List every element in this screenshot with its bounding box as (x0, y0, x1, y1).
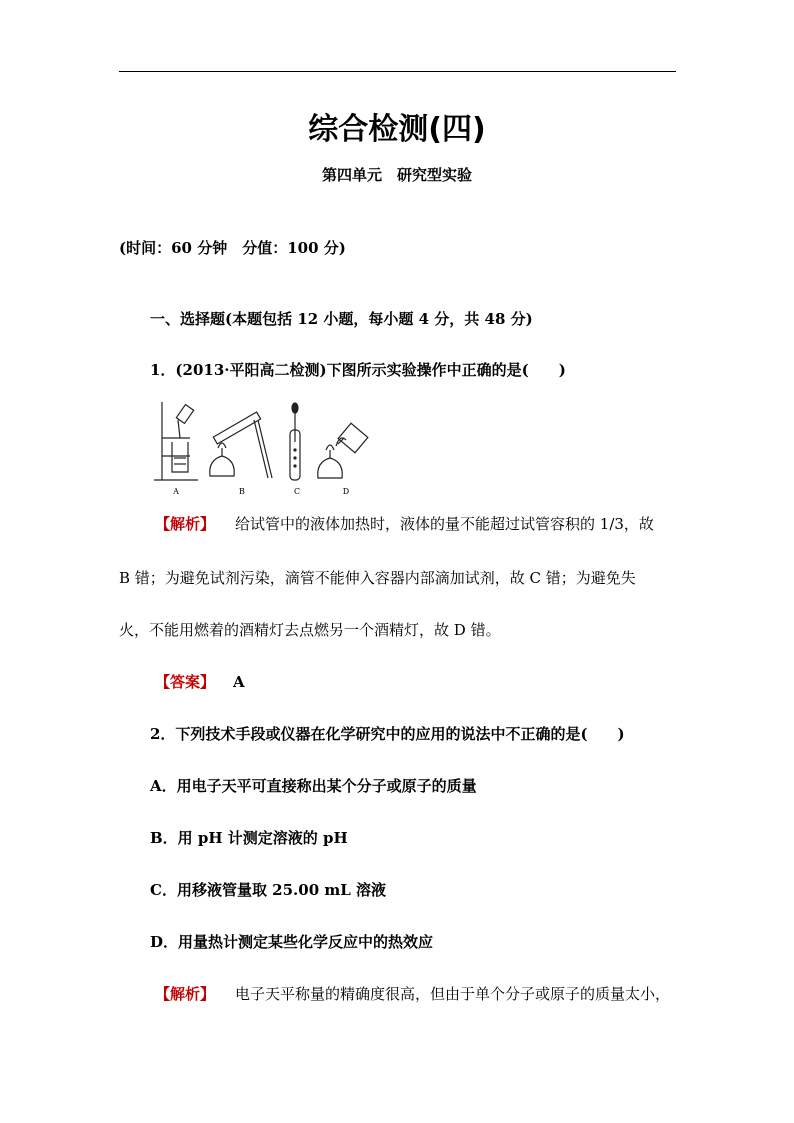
question-2-stem: 2．下列技术手段或仪器在化学研究中的应用的说法中不正确的是( ) (150, 725, 625, 743)
question-2-option-b: B．用 pH 计测定溶液的 pH (150, 829, 348, 847)
figure-label-c: C (293, 487, 301, 496)
figure-label-b: B (239, 487, 245, 496)
question-2-analysis-line-1 (155, 984, 670, 1004)
question-2-option-a: A．用电子天平可直接称出某个分子或原子的质量 (150, 777, 477, 795)
question-1-stem: 1．(2013·平阳高二检测)下图所示实验操作中正确的是( ) (150, 361, 566, 379)
question-1-answer (155, 672, 245, 692)
question-1-analysis-line-2: B 错；为避免试剂污染，滴管不能伸入容器内部滴加试剂，故 C 错；为避免失 (119, 569, 636, 587)
question-2-option-c: C．用移液管量取 25.00 mL 溶液 (150, 881, 386, 899)
time-score-info: (时间：60 分钟 分值：100 分) (119, 239, 346, 257)
section-heading: 一、选择题(本题包括 12 小题，每小题 4 分，共 48 分) (150, 310, 533, 328)
figure-label-a: A (173, 487, 179, 496)
analysis-text: 电子天平称量的精确度很高，但由于单个分子或原子的质量太小， (235, 985, 671, 1003)
header-rule (119, 71, 676, 72)
answer-value: A (233, 673, 245, 691)
figure-label-d: D (342, 487, 350, 496)
analysis-tag: 【解析】 (155, 985, 216, 1003)
answer-tag: 【答案】 (155, 673, 216, 691)
question-1-analysis-line-3: 火，不能用燃着的酒精灯去点燃另一个酒精灯，故 D 错。 (119, 621, 501, 639)
analysis-text: 给试管中的液体加热时，液体的量不能超过试管容积的 1/3，故 (235, 515, 654, 533)
page-title: 综合检测(四) (308, 112, 486, 147)
question-1-analysis-line-1 (155, 514, 654, 534)
question-2-option-d: D．用量热计测定某些化学反应中的热效应 (150, 933, 434, 951)
page-subtitle: 第四单元 研究型实验 (321, 166, 472, 184)
lab-apparatus-figure (150, 398, 370, 496)
analysis-tag: 【解析】 (155, 515, 216, 533)
question-1-figure (150, 398, 370, 496)
